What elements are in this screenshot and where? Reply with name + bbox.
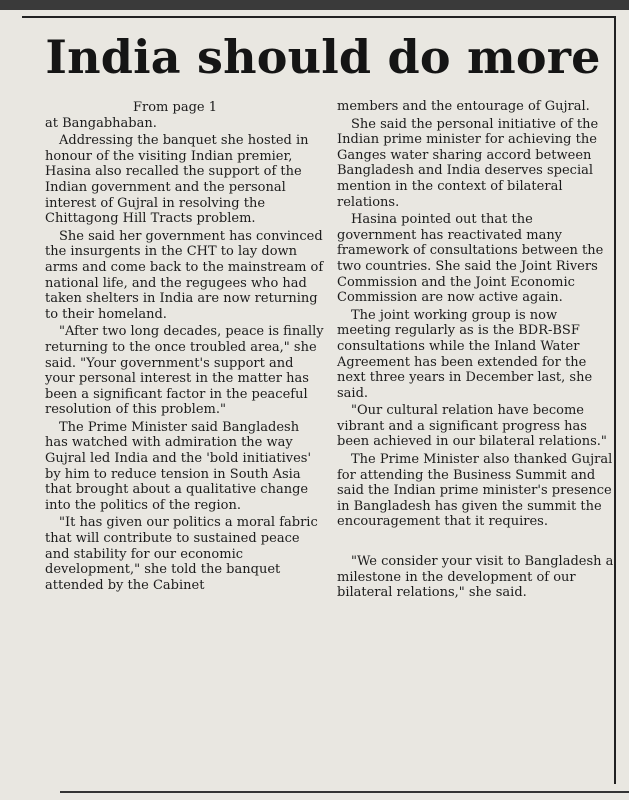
top-border xyxy=(0,0,629,10)
paragraph: The Prime Minister said Bangladesh has watched with admiration the way Gujral led India and the 'bold initiatives' by him to reduce tension in South Asia that brought about a qualitative change into the politics of the region. xyxy=(45,419,312,513)
paragraph: The joint working group is now meeting regularly as is the BDR-BSF consultations while the Inland Water Agreement has been extended for the next three years in December last, she said. xyxy=(337,307,593,401)
paragraph: "It has given our politics a moral fabric that will contribute to sustained peace and stability for our economic development," she told the banquet attended by the Cabinet xyxy=(45,515,318,593)
spacer xyxy=(337,532,614,554)
paragraph: Hasina pointed out that the government has reactivated many framework of consultations between the two countries. She said the Joint Rivers Commission and the Joint Economic Commission are now active again. xyxy=(337,212,604,306)
paragraph: "After two long decades, peace is finally returning to the once troubled area," she said. "Your government's support and your personal interest in the matter has been a significant factor in the peaceful resolution of this problem." xyxy=(45,324,324,418)
right-column xyxy=(337,99,614,603)
bottom-rule xyxy=(60,791,629,800)
paragraph: She said the personal initiative of the Indian prime minister for achieving the Ganges water sharing accord between Bangladesh and India deserves special mention in the context of bilateral relations. xyxy=(337,116,599,210)
paragraph: The Prime Minister also thanked Gujral for attending the Business Summit and said the Indian prime minister's presence in Bangladesh has given the summit the encouragement that it requires. xyxy=(337,452,613,530)
paragraph: "Our cultural relation have become vibrant and a significant progress has been achieved in our bilateral relations." xyxy=(337,403,607,450)
headline: India should do more xyxy=(45,30,601,84)
left-column xyxy=(45,100,325,595)
paragraph: She said her government has convinced the insurgents in the CHT to lay down arms and come back to the mainstream of national life, and the regugees who had taken shelters in India are now returning to their homeland. xyxy=(45,228,324,322)
paragraph: members and the entourage of Gujral. xyxy=(337,99,590,114)
paragraph: at Bangabhaban. xyxy=(45,115,157,131)
continuation-line: From page 1 xyxy=(133,100,218,115)
paragraph: Addressing the banquet she hosted in honour of the visiting Indian premier, Hasina also recalled the support of the Indian government and the personal interest of Gujral in resolving the Chittagong Hill Tracts problem. xyxy=(45,133,309,227)
paragraph: "We consider your visit to Bangladesh a milestone in the development of our bilateral relations," she said. xyxy=(337,554,614,601)
